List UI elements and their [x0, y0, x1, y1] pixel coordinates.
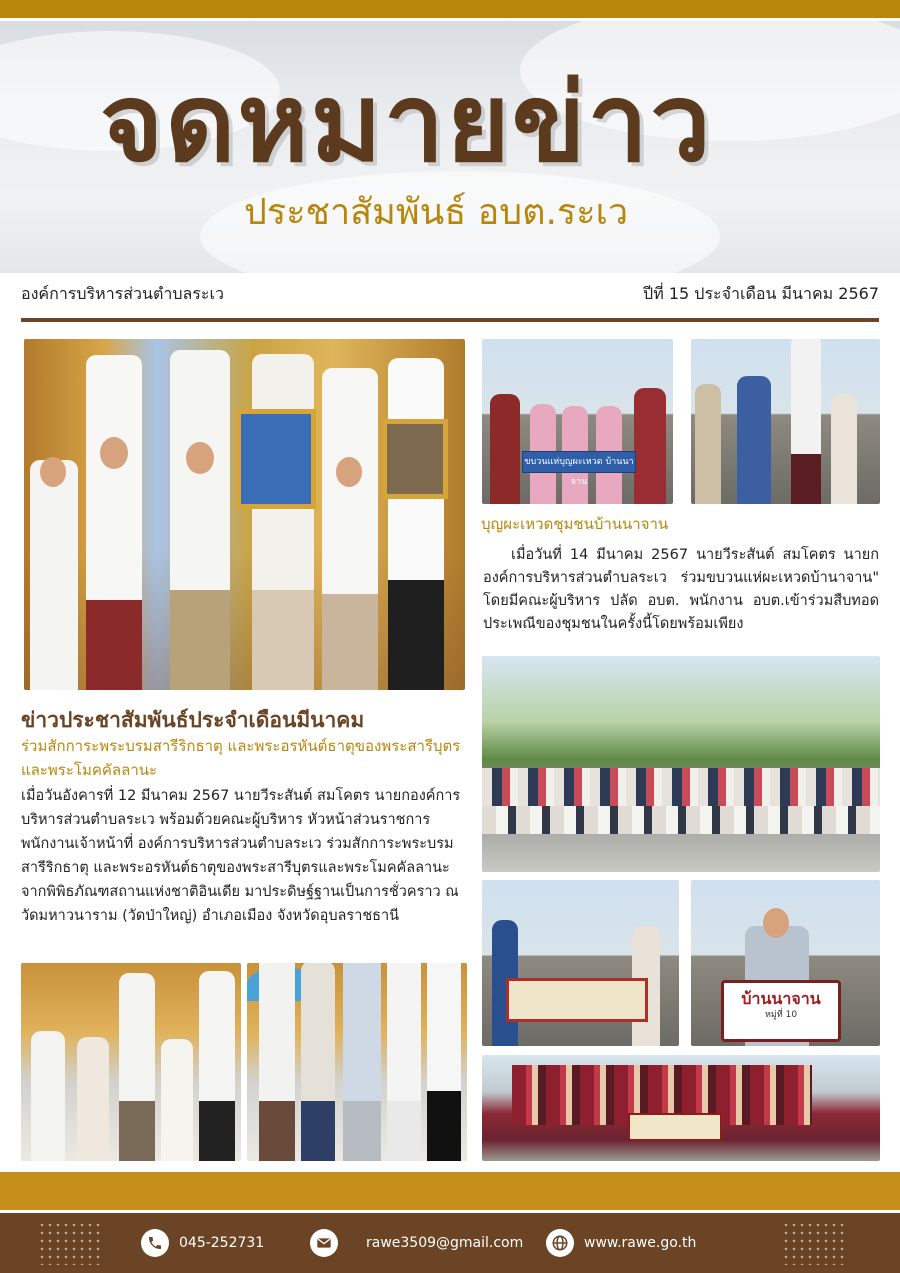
royal-portrait — [382, 419, 448, 499]
person-figure — [31, 1031, 65, 1161]
dot-pattern — [782, 1221, 846, 1265]
phone-icon — [141, 1229, 169, 1257]
person-figure — [634, 388, 666, 504]
person-figure — [199, 971, 235, 1161]
person-figure — [170, 350, 230, 690]
phone-number: 045-252731 — [179, 1235, 265, 1251]
person-head — [40, 457, 66, 487]
person-figure — [737, 376, 771, 504]
mail-icon — [310, 1229, 338, 1257]
village-sign-name: บ้านนาจาน — [741, 989, 821, 1008]
temple-visit-photo-1 — [21, 963, 241, 1161]
issue-info: ปีที่ 15 ประจำเดือน มีนาคม 2567 — [643, 284, 879, 303]
person-figure — [301, 963, 335, 1161]
person-head — [336, 457, 362, 487]
person-figure — [119, 973, 155, 1161]
email-address: rawe3509@gmail.com — [366, 1235, 524, 1251]
globe-icon — [546, 1229, 574, 1257]
person-figure — [831, 394, 857, 504]
person-head — [186, 442, 214, 474]
left-story-headline: ข่าวประชาสัมพันธ์ประจำเดือนมีนาคม — [21, 708, 365, 732]
dancers-photo — [482, 1055, 880, 1161]
parade-photo — [482, 880, 679, 1046]
person-figure — [77, 1037, 109, 1161]
person-figure — [30, 460, 78, 690]
masthead-subtitle: ประชาสัมพันธ์ อบต.ระเว — [244, 192, 629, 233]
right-story-caption: บุญผะเหวดชุมชนบ้านนาจาน — [481, 515, 669, 533]
dancer-banner — [628, 1113, 722, 1141]
person-head — [763, 908, 789, 938]
organization-name: องค์การบริหารส่วนตำบลระเว — [21, 284, 224, 303]
right-story-body — [483, 544, 879, 636]
person-figure — [161, 1039, 193, 1161]
temple-visit-photo-2 — [247, 963, 467, 1161]
parade-banner — [506, 978, 648, 1022]
royal-portrait — [236, 409, 316, 509]
left-story-subhead: ร่วมสักการะพระบรมสารีริกธาตุ และพระอรหันต์ธาตุของพระสารีบุตรและพระโมคคัลลานะ — [21, 737, 461, 779]
person-figure — [388, 358, 444, 690]
person-figure — [259, 963, 295, 1161]
footer-phone[interactable] — [141, 1229, 264, 1257]
village-sign — [721, 980, 841, 1042]
footer-gold-band — [0, 1172, 900, 1210]
person-figure — [322, 368, 378, 690]
seated-audience — [482, 768, 880, 806]
top-bar — [0, 0, 900, 18]
person-figure — [427, 963, 461, 1161]
masthead-title: จดหมายข่าว — [100, 61, 713, 186]
procession-banner: ขบวนแห่บุญผะเหวด บ้านนาจาน — [522, 451, 636, 473]
village-sign-moo: หมู่ที่ 10 — [764, 1010, 798, 1020]
person-head — [100, 437, 128, 469]
procession-street-photo — [691, 339, 880, 504]
footer-website[interactable] — [546, 1229, 696, 1257]
person-figure — [252, 354, 314, 690]
website-url: www.rawe.go.th — [584, 1235, 697, 1251]
seated-crowd-photo — [482, 656, 880, 872]
header-rule — [21, 318, 879, 322]
person-figure — [695, 384, 721, 504]
person-figure — [387, 963, 421, 1161]
masthead — [0, 21, 900, 273]
person-figure — [490, 394, 520, 504]
left-story-body: เมื่อวันอังคารที่ 12 มีนาคม 2567 นายวีระสันต์ สมโคตร นายกองค์การบริหารส่วนตำบลระเว พร้อมด้วยคณะผู้บริหาร หัวหน้าส่วนราชการ พนักงานเจ้าหน้าที่ องค์การบริหารส่วนตำบลระเว ร่วมสักการะพระบรมสารีริกธาตุ และพระอรหันต์ธาตุของพระสารีบุตรและพระโมคคัลลานะจากพิพิธภัณฑสถานแห่งชาติอินเดีย มาประดิษฐ์ฐานเป็นการชั่วคราว ณ วัดมหาวนาราม (วัดป่าใหญ่) อำเภอเมือง จังหวัดอุบลราชธานี — [21, 788, 461, 924]
footer — [0, 1213, 900, 1273]
footer-email[interactable] — [310, 1229, 530, 1257]
person-figure — [343, 963, 381, 1161]
seated-audience — [482, 806, 880, 834]
person-figure — [791, 339, 821, 504]
village-sign-photo — [691, 880, 880, 1046]
dot-pattern — [38, 1221, 102, 1265]
procession-photo — [482, 339, 673, 504]
right-story-text: เมื่อวันที่ 14 มีนาคม 2567 นายวีระสันต์ สมโคตร นายกองค์การบริหารส่วนตำบลระเว ร่วมขบวนแห่ผะเหวดบ้านาจาน" โดยมีคณะผู้บริหาร ปลัด อบต. พนักงาน อบต.เข้าร่วมสืบทอดประเพณีของชุมชนในครั้งนี้โดยพร้อมเพียง — [483, 547, 879, 632]
temple-group-photo — [24, 339, 465, 690]
person-figure — [86, 355, 142, 690]
